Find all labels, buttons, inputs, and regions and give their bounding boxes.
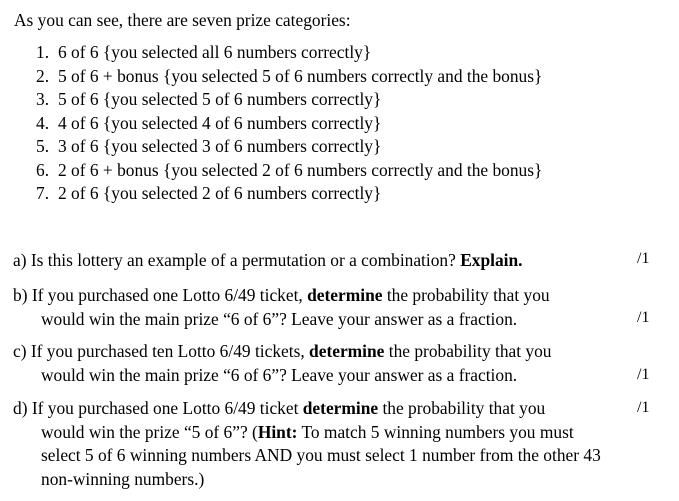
intro-text: As you can see, there are seven prize categories: bbox=[14, 10, 351, 30]
question-c: c) If you purchased ten Lotto 6/49 tickets, determine the probability that you would win the main prize “6 of 6”? Leave your answer as a fraction. bbox=[13, 341, 552, 385]
list-item: 5. 3 of 6 {you selected 3 of 6 numbers correctly} bbox=[36, 136, 382, 156]
question-d-mark: /1 bbox=[637, 399, 650, 416]
list-item: 2. 5 of 6 + bonus {you selected 5 of 6 numbers correctly and the bonus} bbox=[36, 65, 543, 86]
list-item: 3. 5 of 6 {you selected 5 of 6 numbers correctly} bbox=[36, 89, 382, 109]
list-item: 6. 2 of 6 + bonus {you selected 2 of 6 numbers correctly and the bonus} bbox=[36, 159, 543, 180]
question-a-mark: /1 bbox=[637, 250, 650, 267]
question-b: b) If you purchased one Lotto 6/49 ticket, determine the probability that you would win the main prize “6 of 6”? Leave your answer as a fraction. bbox=[13, 285, 550, 329]
list-item: 7. 2 of 6 {you selected 2 of 6 numbers correctly} bbox=[36, 183, 382, 203]
question-a: a) Is this lottery an example of a permutation or a combination? Explain. bbox=[13, 250, 523, 270]
question-d: d) If you purchased one Lotto 6/49 ticket determine the probability that you would win the prize “5 of 6”? (Hint: To match 5 winning numbers you must select 5 of 6 winning numbers AND you must select 1 number from the other 43 non-winning numbers.) bbox=[13, 398, 601, 489]
list-item: 4. 4 of 6 {you selected 4 of 6 numbers correctly} bbox=[36, 112, 382, 133]
question-c-mark: /1 bbox=[637, 366, 650, 383]
list-item: 1. 6 of 6 {you selected all 6 numbers correctly} bbox=[36, 42, 372, 62]
question-b-mark: /1 bbox=[637, 309, 650, 326]
